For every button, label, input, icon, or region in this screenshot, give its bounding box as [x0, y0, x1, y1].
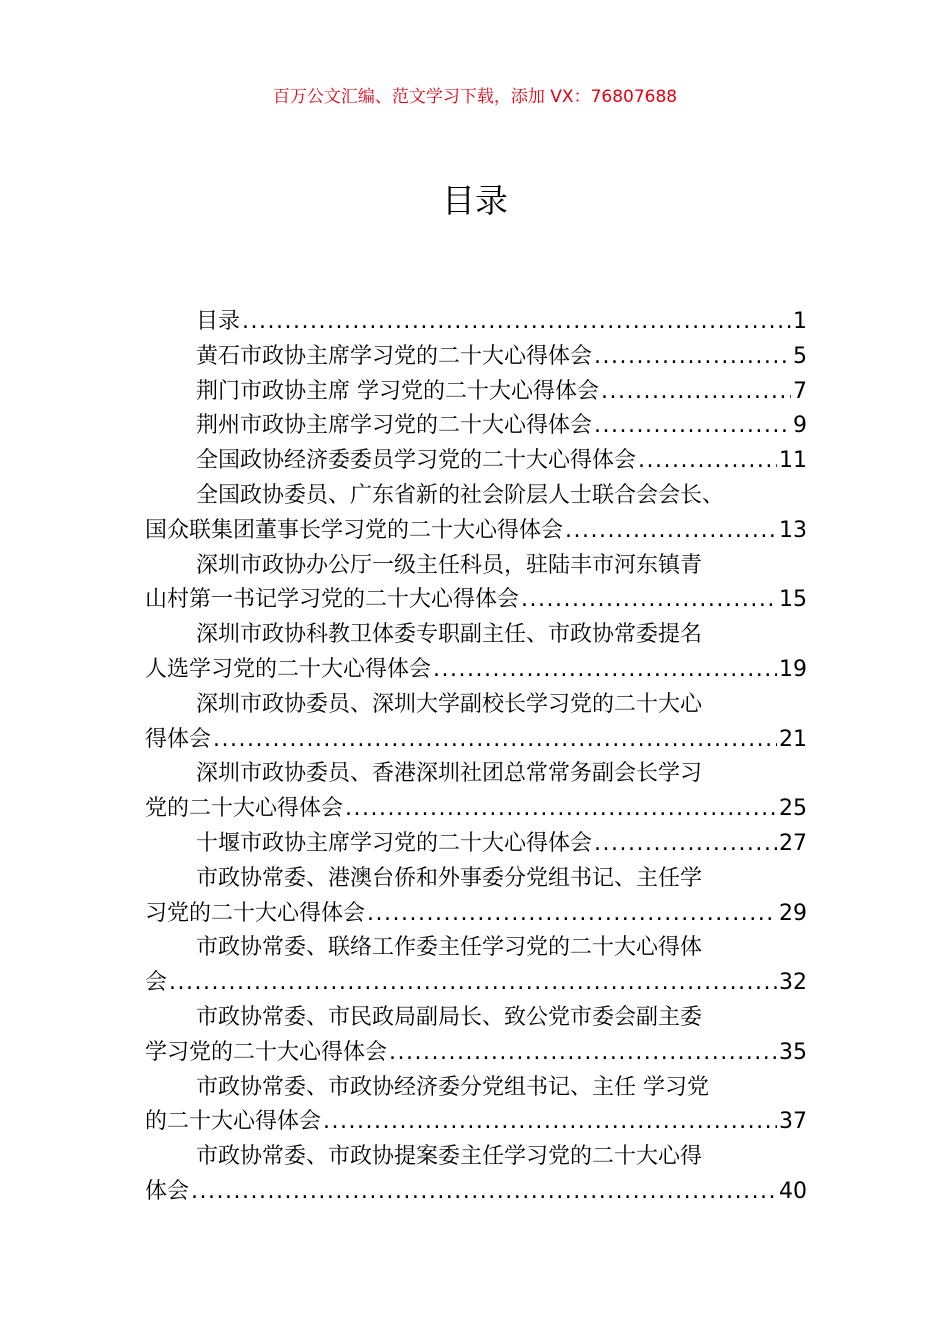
toc-entry-title-line: 全国政协委员、广东省新的社会阶层人士联合会会长、 — [196, 482, 725, 508]
header-banner: 百万公文汇编、范文学习下载，添加 VX：76807688 — [272, 87, 678, 107]
toc-leader-dots — [638, 444, 777, 479]
toc-entry[interactable] — [145, 1140, 807, 1210]
page-title: 目录 — [442, 181, 508, 220]
toc-entry-title-line: 市政协常委、市民政局副局长、致公党市委会副主委 — [196, 1004, 703, 1030]
toc-leader-dots — [594, 827, 777, 862]
toc-entry[interactable] — [145, 618, 807, 688]
toc-page-number: 40 — [779, 1178, 807, 1204]
toc-entry[interactable] — [145, 688, 807, 758]
toc-entry-title: 荆门市政协主席 学习党的二十大心得体会 — [196, 378, 599, 404]
toc-leader-dots — [594, 340, 791, 375]
toc-entry-title-line: 市政协常委、联络工作委主任学习党的二十大心得体 — [196, 935, 703, 961]
toc-entry-title: 黄石市政协主席学习党的二十大心得体会 — [196, 343, 593, 369]
toc-leader-dots — [191, 1175, 777, 1210]
toc-entry[interactable] — [145, 444, 807, 479]
toc-entry-title-line: 市政协常委、市政协提案委主任学习党的二十大心得 — [196, 1144, 703, 1170]
toc-entry[interactable] — [145, 827, 807, 862]
toc-entry[interactable] — [145, 1001, 807, 1071]
toc-leader-dots — [213, 723, 777, 758]
toc-entry[interactable] — [145, 375, 807, 410]
toc-entry-title: 十堰市政协主席学习党的二十大心得体会 — [196, 830, 593, 856]
toc-entry[interactable] — [145, 1071, 807, 1141]
toc-leader-dots — [345, 792, 777, 827]
toc-entry-title-line: 深圳市政协委员、深圳大学副校长学习党的二十大心 — [196, 691, 703, 717]
toc-leader-dots — [601, 375, 791, 410]
toc-entry[interactable] — [145, 549, 807, 619]
toc-page-number: 29 — [779, 900, 807, 926]
toc-page-number: 1 — [793, 309, 807, 334]
toc-entry-title-line: 市政协常委、港澳台侨和外事委分党组书记、主任学 — [196, 865, 703, 891]
toc-entry[interactable] — [145, 757, 807, 827]
toc-leader-dots — [169, 966, 777, 1001]
toc-entry-title: 全国政协经济委委员学习党的二十大心得体会 — [196, 448, 637, 474]
toc-leader-dots — [521, 583, 777, 618]
toc-entry-title: 荆州市政协主席学习党的二十大心得体会 — [196, 413, 593, 439]
toc-entry-title: 学习党的二十大心得体会 — [145, 1039, 388, 1065]
toc-entry-title-line: 深圳市政协委员、香港深圳社团总常常务副会长学习 — [196, 761, 703, 787]
toc-entry-title-line: 市政协常委、市政协经济委分党组书记、主任 学习党 — [196, 1074, 709, 1100]
toc-entry[interactable] — [145, 409, 807, 444]
toc-page-number: 27 — [779, 830, 807, 856]
toc-entry-title: 党的二十大心得体会 — [145, 796, 344, 822]
toc-page-number: 19 — [779, 656, 807, 682]
toc-page-number: 11 — [779, 448, 807, 474]
toc-page-number: 35 — [779, 1039, 807, 1065]
toc-entry-title: 人选学习党的二十大心得体会 — [145, 656, 432, 682]
toc-entry-title: 山村第一书记学习党的二十大心得体会 — [145, 587, 520, 613]
toc-entry[interactable] — [145, 340, 807, 375]
toc-page-number: 13 — [779, 517, 807, 543]
toc-leader-dots — [594, 409, 791, 444]
table-of-contents — [145, 305, 807, 1210]
toc-leader-dots — [433, 653, 777, 688]
toc-entry[interactable] — [145, 862, 807, 932]
toc-entry-title: 会 — [145, 970, 168, 996]
toc-leader-dots — [389, 1036, 777, 1071]
toc-entry-title-line: 深圳市政协办公厅一级主任科员，驻陆丰市河东镇青 — [196, 552, 703, 578]
toc-page-number: 21 — [779, 726, 807, 752]
toc-leader-dots — [323, 1105, 777, 1140]
toc-page-number: 15 — [779, 587, 807, 613]
toc-leader-dots — [565, 514, 777, 549]
toc-entry[interactable] — [145, 305, 807, 340]
toc-page-number: 7 — [793, 378, 807, 404]
toc-page-number: 5 — [793, 343, 807, 369]
toc-page-number: 32 — [779, 970, 807, 996]
toc-entry-title: 国众联集团董事长学习党的二十大心得体会 — [145, 517, 564, 543]
toc-entry-title: 习党的二十大心得体会 — [145, 900, 366, 926]
toc-page-number: 37 — [779, 1109, 807, 1135]
toc-entry-title-line: 深圳市政协科教卫体委专职副主任、市政协常委提名 — [196, 622, 703, 648]
toc-entry-title: 目录 — [196, 309, 241, 334]
toc-entry[interactable] — [145, 931, 807, 1001]
toc-page-number: 9 — [793, 413, 807, 439]
toc-leader-dots — [242, 305, 791, 340]
toc-entry-title: 体会 — [145, 1178, 190, 1204]
toc-entry[interactable] — [145, 479, 807, 549]
toc-entry-title: 得体会 — [145, 726, 212, 752]
toc-leader-dots — [367, 897, 777, 932]
toc-page-number: 25 — [779, 796, 807, 822]
toc-entry-title: 的二十大心得体会 — [145, 1109, 322, 1135]
